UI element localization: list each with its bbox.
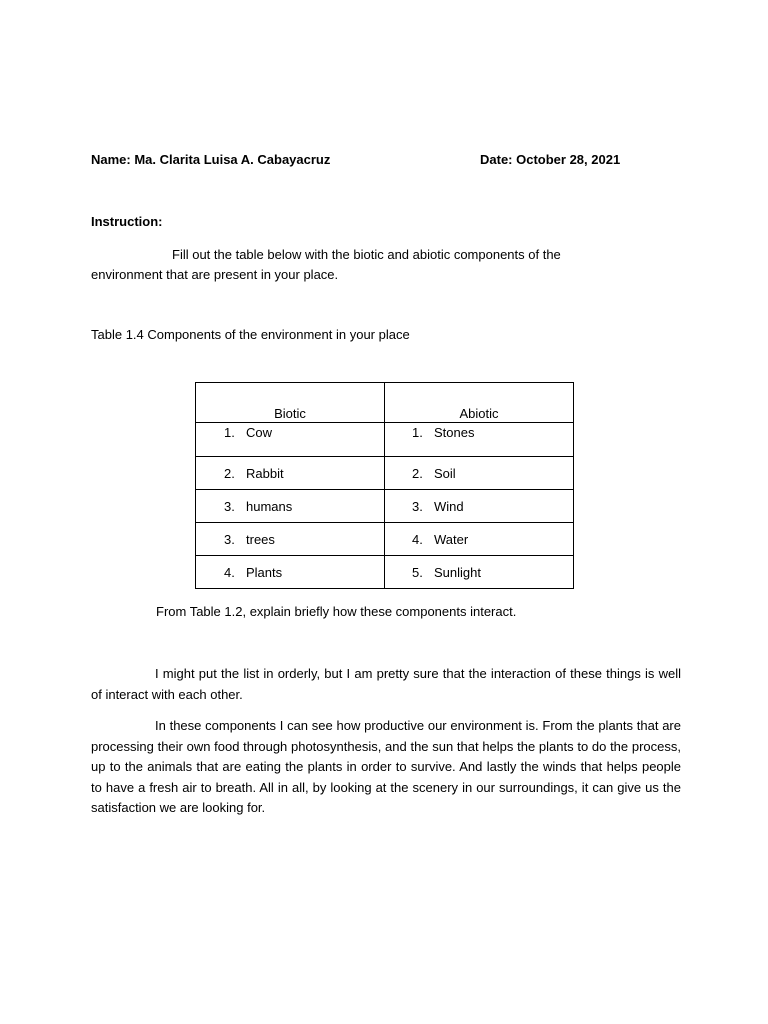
biotic-cell: [196, 457, 385, 490]
table-caption: Table 1.4 Components of the environment in your place: [91, 327, 410, 342]
abiotic-cell: [385, 423, 574, 457]
student-name: Name: Ma. Clarita Luisa A. Cabayacruz: [91, 152, 331, 167]
biotic-item: Cow: [246, 425, 273, 440]
abiotic-number: 3.: [412, 498, 423, 514]
abiotic-number: 5.: [412, 564, 423, 580]
biotic-number: 3.: [224, 498, 235, 514]
table-row: [196, 556, 574, 589]
abiotic-cell: [385, 523, 574, 556]
abiotic-item: Soil: [434, 465, 456, 481]
biotic-number: 1.: [224, 425, 235, 440]
abiotic-cell: [385, 457, 574, 490]
instruction-text: Fill out the table below with the biotic and abiotic components of the environment that are present in your place.: [91, 247, 561, 282]
biotic-number: 3.: [224, 531, 235, 547]
table-header-row: [196, 383, 574, 423]
instruction-heading: Instruction:: [91, 214, 163, 229]
biotic-number: 2.: [224, 465, 235, 481]
biotic-cell: [196, 556, 385, 589]
table-row: [196, 457, 574, 490]
header-biotic: Biotic: [196, 383, 385, 423]
abiotic-item: Stones: [434, 425, 475, 440]
header-abiotic: Abiotic: [385, 383, 574, 423]
table-row: [196, 490, 574, 523]
biotic-number: 4.: [224, 564, 235, 580]
biotic-cell: [196, 490, 385, 523]
answer-paragraph: I might put the list in orderly, but I am pretty sure that the interaction of these things is well of interact with each other.: [91, 666, 681, 702]
biotic-item: humans: [246, 498, 293, 514]
question-text: From Table 1.2, explain briefly how these components interact.: [156, 604, 517, 619]
abiotic-cell: [385, 490, 574, 523]
answer-paragraph: In these components I can see how productive our environment is. From the plants that are processing their own food through photosynthesis, and the sun that helps the plants to do the process, up to the animals that are eating the plants in order to survive. And lastly the winds that helps people to have a fresh air to breath. All in all, by looking at the scenery in our surroundings, it can give us the satisfaction we are looking for.: [91, 718, 681, 815]
abiotic-number: 1.: [412, 425, 423, 440]
biotic-item: Plants: [246, 564, 283, 580]
abiotic-item: Sunlight: [434, 564, 481, 580]
components-table: [195, 382, 574, 589]
abiotic-item: Wind: [434, 498, 464, 514]
table-row: [196, 423, 574, 457]
biotic-cell: [196, 423, 385, 457]
abiotic-item: Water: [434, 531, 469, 547]
abiotic-number: 2.: [412, 465, 423, 481]
abiotic-cell: [385, 556, 574, 589]
table-row: [196, 523, 574, 556]
abiotic-number: 4.: [412, 531, 423, 547]
biotic-item: trees: [246, 531, 275, 547]
biotic-cell: [196, 523, 385, 556]
document-date: Date: October 28, 2021: [480, 152, 621, 167]
biotic-item: Rabbit: [246, 465, 284, 481]
